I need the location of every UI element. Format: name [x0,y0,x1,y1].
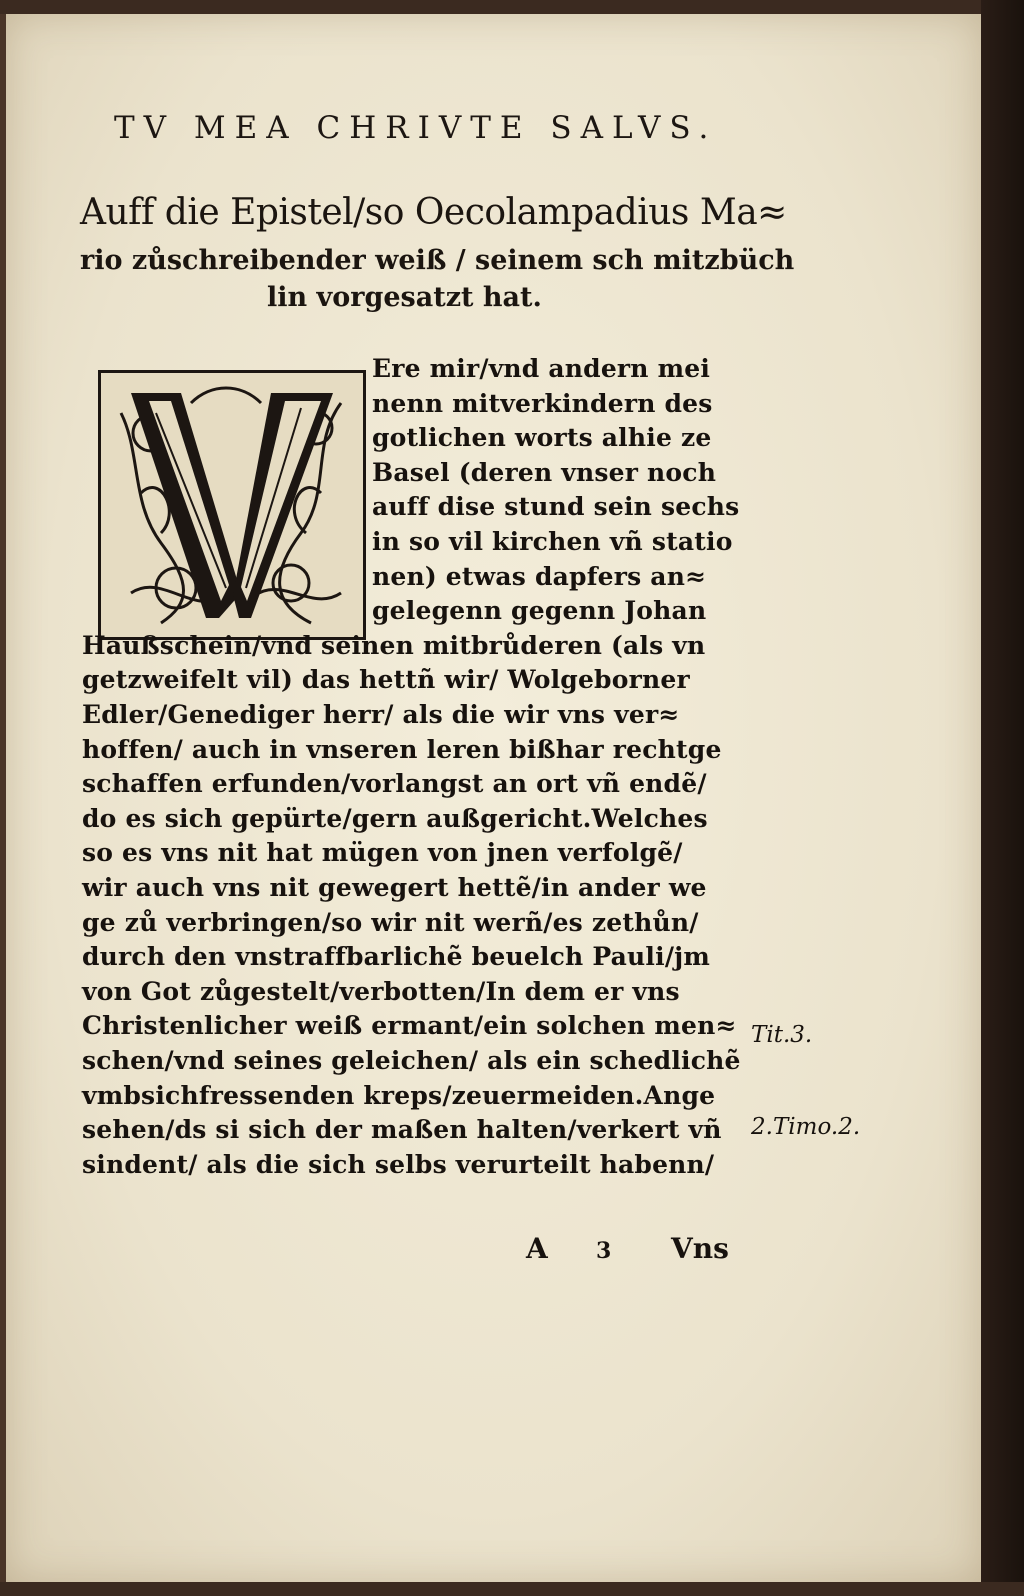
text-line: hoffen/ auch in vnseren leren bißhar rechtge [82,734,722,764]
text-line: schen/vnd seines geleichen/ als ein schedlichẽ [82,1046,741,1075]
text-line: Christenlicher weiß ermant/ein solchen men≈ [82,1011,737,1041]
page-heading [80,192,795,313]
text-line: ge zů verbringen/so wir nit werñ/es zethůn/ [82,907,699,937]
book-page [6,14,981,1582]
catchword: Vns [671,1232,729,1265]
text-line: Edler/Genediger herr/ als die wir vns ver≈ [82,700,680,729]
text-line: wir auch vns nit gewegert hettẽ/in ander we [82,873,707,902]
text-line: gelegenn gegenn Johan [372,596,707,626]
signature-number: 3 [596,1238,612,1264]
text-line: vmbsichfressenden kreps/zeuermeiden.Ange [82,1080,716,1110]
text-line: Basel (deren vnser noch [372,457,717,487]
decorated-initial-v [98,370,366,640]
text-line: Haußschein/vnd seinen mitbrůderen (als vn [82,630,706,660]
marginal-note-titus: Tit.3. [751,1022,813,1048]
text-line: nen) etwas dapfers an≈ [372,561,707,591]
text-line: getzweifelt vil) das hettñ wir/ Wolgeborner [82,665,690,695]
signature-mark: A [526,1232,548,1265]
page-motto: TV MEA CHRIVTE SALVS. [114,110,718,146]
book-spine [981,0,1024,1596]
text-line: schaffen erfunden/vorlangst an ort vñ endẽ/ [82,769,707,799]
text-line: so es vns nit hat mügen von jnen verfolgẽ/ [82,838,683,868]
text-line: in so vil kirchen vñ statio [372,527,733,556]
text-line: do es sich gepürte/gern außgericht.Welches [82,803,708,833]
text-line: Ere mir/vnd andern mei [372,354,711,383]
heading-line-3: lin vorgesatzt hat. [267,282,542,313]
text-line: von Got zůgestelt/verbotten/In dem er vns [82,976,680,1006]
heading-line-2: rio zůschreibender weiß / seinem sch mitzbüch [80,245,795,276]
text-line: gotlichen worts alhie ze [372,423,712,453]
heading-line-1: Auff die Epistel/so Oecolampadius Ma≈ [80,192,787,233]
text-line: nenn mitverkindern des [372,388,713,418]
text-line: durch den vnstraffbarlichẽ beuelch Pauli/jm [82,942,711,972]
bottom-edge [0,1582,1024,1596]
text-line: sehen/ds si sich der maßen halten/verkert vñ [82,1115,722,1145]
marginal-note-timothy: 2.Timo.2. [751,1114,861,1140]
text-line: auff dise stund sein sechs [372,492,740,522]
text-line: sindent/ als die sich selbs verurteilt habenn/ [82,1149,715,1179]
top-edge [0,0,1024,14]
woodcut-initial-illustration [101,373,363,637]
